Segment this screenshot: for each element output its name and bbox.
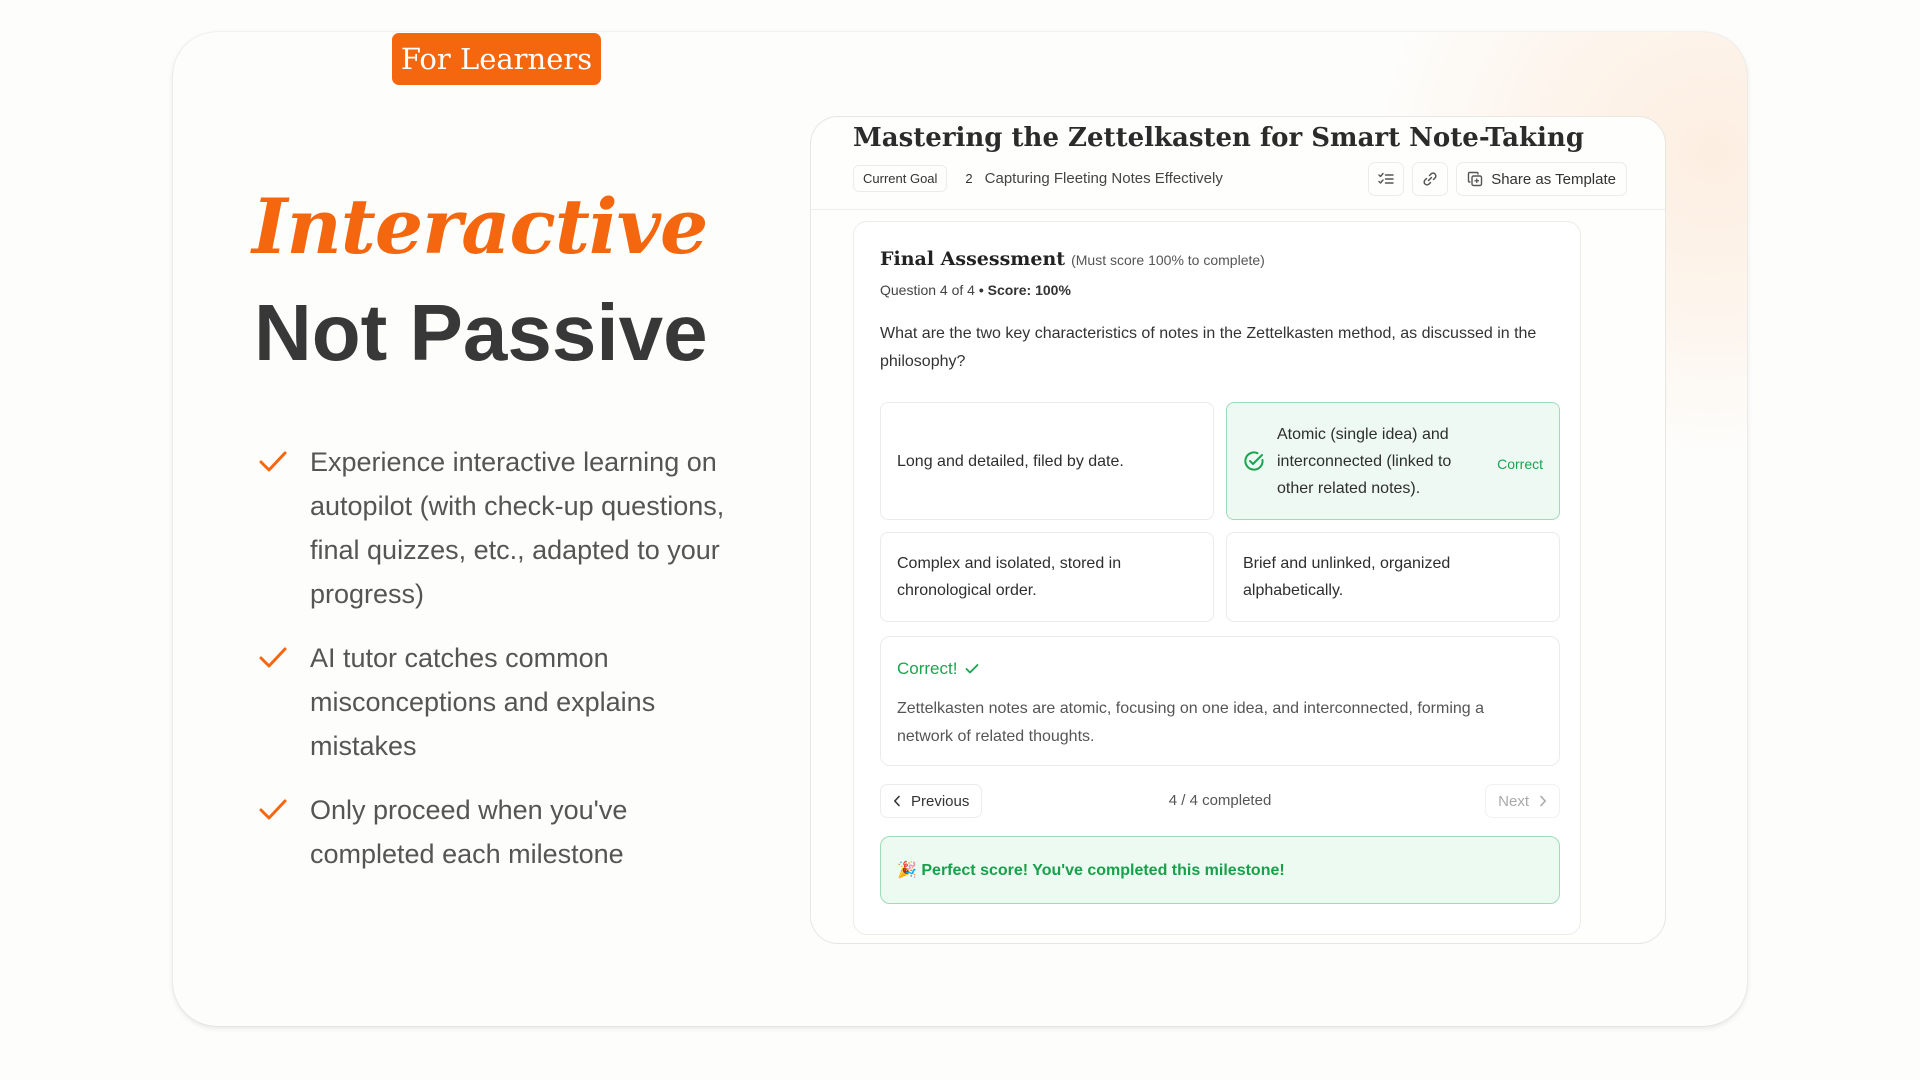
course-title: Mastering the Zettelkasten for Smart Note-Taking <box>853 123 1584 153</box>
link-icon <box>1422 171 1438 187</box>
feedback-text: Zettelkasten notes are atomic, focusing on one idea, and interconnected, forming a network of related thoughts. <box>897 700 1485 745</box>
for-learners-badge: For Learners <box>392 33 601 85</box>
header-divider <box>811 209 1665 210</box>
answer-option-text: Brief and unlinked, organized alphabetically. <box>1243 555 1451 599</box>
progress-text: 4 / 4 completed <box>1168 792 1272 809</box>
feature-item <box>258 788 758 876</box>
answer-option[interactable] <box>880 402 1214 520</box>
correct-label: Correct <box>1497 456 1543 472</box>
next-label: Next <box>1498 792 1529 810</box>
answer-option-text: Long and detailed, filed by date. <box>897 452 1124 470</box>
headline-interactive: Interactive <box>252 182 708 271</box>
feature-text: Experience interactive learning on autopilot (with check-up questions, final quizzes, etc., adapted to your progress) <box>310 447 725 609</box>
feature-item <box>258 440 758 616</box>
previous-label: Previous <box>911 792 970 810</box>
checklist-button[interactable] <box>1368 162 1404 196</box>
feedback-box <box>880 636 1560 766</box>
answer-option[interactable] <box>1226 532 1560 622</box>
share-label: Share as Template <box>1491 170 1616 188</box>
goal-text: Capturing Fleeting Notes Effectively <box>984 169 1223 187</box>
answer-option-text: Atomic (single idea) and interconnected (linked to other related notes). <box>1277 425 1452 497</box>
headline-not-passive: Not Passive <box>254 288 708 377</box>
checklist-icon <box>1378 172 1394 186</box>
current-goal-row <box>853 163 1223 193</box>
share-as-template-button[interactable] <box>1456 162 1627 196</box>
goal-number: 2 <box>965 170 973 186</box>
feature-item <box>258 636 758 768</box>
assessment-card <box>853 221 1581 935</box>
check-icon <box>258 644 288 672</box>
course-panel <box>810 116 1666 944</box>
check-icon <box>258 448 288 476</box>
check-icon <box>258 796 288 824</box>
answer-option[interactable] <box>880 532 1214 622</box>
feature-list <box>258 440 758 896</box>
success-banner: 🎉 Perfect score! You've completed this milestone! <box>880 836 1560 904</box>
assessment-subtitle: (Must score 100% to complete) <box>1071 252 1265 268</box>
feedback-heading <box>897 659 979 679</box>
copy-template-icon <box>1467 171 1483 187</box>
copy-link-button[interactable] <box>1412 162 1448 196</box>
feature-text: Only proceed when you've completed each milestone <box>310 795 628 869</box>
panel-toolbar <box>1368 162 1627 196</box>
assessment-title-text: Final Assessment <box>880 248 1066 270</box>
question-counter: Question 4 of 4 <box>880 282 975 298</box>
check-circle-icon <box>1243 450 1265 472</box>
answer-option-text: Complex and isolated, stored in chronological order. <box>897 555 1122 599</box>
current-goal-label: Current Goal <box>853 165 947 192</box>
feedback-heading-text: Correct! <box>897 659 958 678</box>
score-label: • Score: 100% <box>978 282 1071 298</box>
question-text: What are the two key characteristics of notes in the Zettelkasten method, as discussed in the philosophy? <box>880 325 1537 370</box>
check-icon <box>965 663 979 675</box>
question-meta <box>880 282 1071 298</box>
next-button[interactable] <box>1485 784 1560 818</box>
feature-text: AI tutor catches common misconceptions and explains mistakes <box>310 643 656 761</box>
chevron-right-icon <box>1539 795 1547 807</box>
question-navigation <box>880 784 1560 818</box>
assessment-title <box>880 248 1265 270</box>
answer-option-correct[interactable] <box>1226 402 1560 520</box>
